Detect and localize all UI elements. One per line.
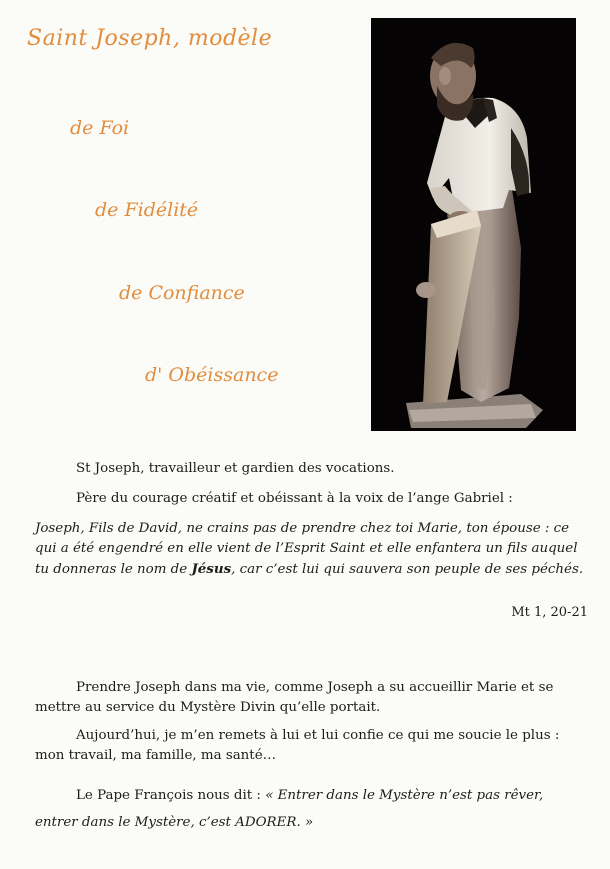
pope-quote-text-1: « Entrer dans le Mystère n’est pas rêver, xyxy=(265,788,544,803)
virtue-trust: de Confiance xyxy=(119,282,245,304)
pope-quote-line-2: entrer dans le Mystère, c’est ADORER. » xyxy=(35,815,314,830)
scripture-reference: Mt 1, 20-21 xyxy=(511,605,588,620)
quote-line-1: Joseph, Fils de David, ne crains pas de prendre chez toi Marie, ton épouse : ce xyxy=(35,521,570,536)
virtue-fidelity: de Fidélité xyxy=(95,199,199,221)
intro-line-2: Père du courage créatif et obéissant à la voix de l’ange Gabriel : xyxy=(76,491,513,506)
quote-line-2: qui a été engendré en elle vient de l’Esprit Saint et elle enfantera un fils auquel xyxy=(35,541,578,556)
reflection-2-line-2: mon travail, ma famille, ma santé… xyxy=(35,748,277,763)
intro-line-1: St Joseph, travailleur et gardien des vocations. xyxy=(76,461,395,476)
gospel-quote xyxy=(35,519,585,580)
page-title: Saint Joseph, modèle xyxy=(27,26,273,51)
reflection-1-line-1: Prendre Joseph dans ma vie, comme Joseph a su accueillir Marie et se xyxy=(76,680,554,695)
virtue-obedience: d' Obéissance xyxy=(145,364,279,386)
reflection-1-line-2: mettre au service du Mystère Divin qu’elle portait. xyxy=(35,700,381,715)
quote-line-3-post: , car c’est lui qui sauvera son peuple de ses péchés. xyxy=(231,562,584,577)
quote-line-3-pre: tu donneras le nom de xyxy=(35,562,192,577)
virtue-faith: de Foi xyxy=(70,117,130,139)
quote-name-jesus: Jésus xyxy=(191,561,232,577)
reflection-2-line-1: Aujourd’hui, je m’en remets à lui et lui confie ce qui me soucie le plus : xyxy=(76,728,560,743)
pope-quote-intro: Le Pape François nous dit : xyxy=(76,788,266,803)
quote-line-3 xyxy=(35,559,585,580)
pope-quote-line-1 xyxy=(76,786,543,806)
saint-joseph-statue-photo xyxy=(371,18,576,431)
